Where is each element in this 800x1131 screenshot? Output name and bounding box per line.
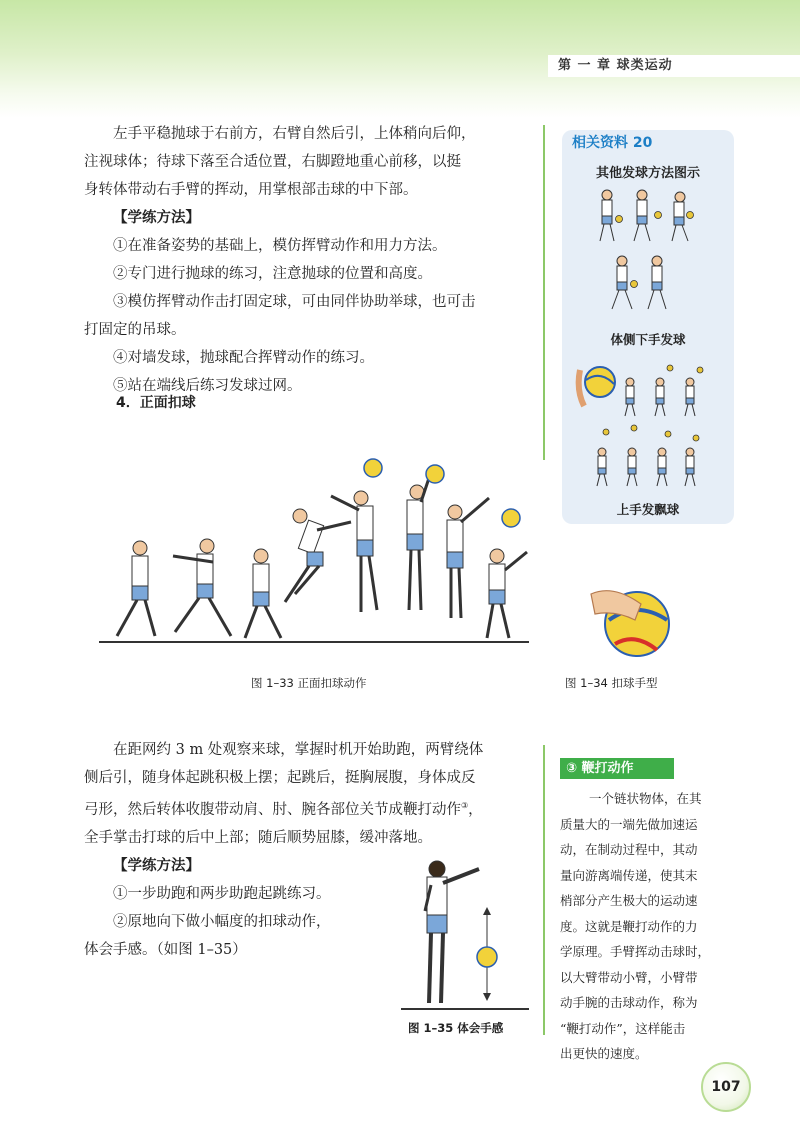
- text-line: 全手掌击打球的后中上部；随后顺势屈膝，缓冲落地。: [84, 829, 432, 846]
- top-text-block: [84, 120, 534, 400]
- whip-line: 一个链状物体，在其: [589, 791, 702, 806]
- method-item: 打固定的吊球。: [84, 322, 186, 338]
- green-rule: [543, 125, 545, 460]
- whip-badge: ③ 鞭打动作: [560, 758, 674, 779]
- whip-line: 度。这就是鞭打动作的力: [560, 918, 698, 934]
- method-item: ②原地向下做小幅度的扣球动作，: [113, 913, 331, 930]
- method-heading: 【学练方法】: [113, 856, 200, 874]
- whip-line: 以大臂带动小臂，小臂带: [560, 969, 698, 985]
- whip-line: 质量大的一端先做加速运: [560, 816, 698, 832]
- sidebar-caption: 上手发飘球: [616, 502, 680, 517]
- figure-caption: 图 1–33 正面扣球动作: [251, 676, 367, 690]
- method-item: ③模仿挥臂动作击打固定球，可由同伴协助举球，也可击: [113, 294, 476, 310]
- feel-the-ball-illustration: [395, 855, 535, 1015]
- text-line: 在距网约 3 m 处观察来球，掌握时机开始助跑，两臂绕体: [113, 742, 484, 758]
- method-item: ⑤站在端线后练习发球过网。: [113, 378, 302, 394]
- section-title: 4．正面扣球: [116, 395, 196, 411]
- whip-line: 动，在制动过程中，其动: [560, 842, 698, 857]
- underhand-serve-illustration: [562, 185, 734, 315]
- text-line: 身转体带动右手臂的挥动，用掌根部击球的中下部。: [84, 182, 418, 198]
- method-item: ④对墙发球，抛球配合挥臂动作的练习。: [113, 350, 374, 366]
- whip-line: “鞭打动作”，这样能击: [560, 1020, 686, 1036]
- text-line: 左手平稳抛球于右前方，右臂自然后引，上体稍向后仰，: [113, 126, 476, 142]
- bottom-text-block: 在距网约 3 m 处观察来球，掌握时机开始助跑，两臂绕体 侧后引，随身体起跳积极上摆；起跳后，挺胸展腹，身体成反 弓形，然后转体收腹带动肩、肘、腕各部位关节成鞭打动作③， 全手掌击打球的后中上部；随后顺势屈膝，缓冲落地。 【学练方法】 ①一步助跑和两步助跑起跳练习。 ②原地向下做小幅度的扣球动作， 体会手感。（如图 1–35）: [84, 736, 544, 964]
- method-item: ①一步助跑和两步助跑起跳练习。: [113, 885, 331, 902]
- spike-hand-illustration: [585, 580, 685, 660]
- footnote-mark: ③: [461, 801, 469, 810]
- whip-line: 梢部分产生极大的运动速: [560, 893, 698, 908]
- text-line: 注视球体；待球下落至合适位置，右脚蹬地重心前移，以挺: [84, 154, 461, 170]
- sidebar-title: 相关资料 20: [572, 135, 653, 151]
- method-item: ②专门进行抛球的练习，注意抛球的位置和高度。: [113, 266, 432, 282]
- overhand-float-serve-illustration: [562, 360, 734, 500]
- figure-caption: 图 1–34 扣球手型: [565, 676, 658, 690]
- method-item: ①在准备姿势的基础上，模仿挥臂动作和用力方法。: [113, 238, 447, 254]
- page-number: 107: [701, 1062, 751, 1112]
- text-line: 侧后引，随身体起跳积极上摆；起跳后，挺胸展腹，身体成反: [84, 770, 476, 786]
- method-item: 体会手感。（如图 1–35）: [84, 941, 247, 958]
- sidebar-caption: 体侧下手发球: [610, 332, 686, 347]
- spike-sequence-illustration: [95, 452, 535, 652]
- whip-line: 动手腕的击球动作，称为: [560, 995, 698, 1010]
- whip-text-block: [560, 786, 742, 1067]
- text-line: 弓形，然后转体收腹带动肩、肘、腕各部位关节成鞭打动作: [84, 801, 461, 818]
- whip-line: 量向游离端传递，使其末: [560, 867, 698, 883]
- whip-line: 出更快的速度。: [560, 1046, 648, 1061]
- figure-caption: 图 1–35 体会手感: [408, 1021, 504, 1035]
- chapter-title: 第 一 章 球类运动: [548, 55, 800, 77]
- whip-line: 学原理。手臂挥动击球时，: [560, 944, 711, 959]
- sidebar-subtitle: 其他发球方法图示: [595, 166, 700, 181]
- method-heading: 【学练方法】: [113, 209, 200, 226]
